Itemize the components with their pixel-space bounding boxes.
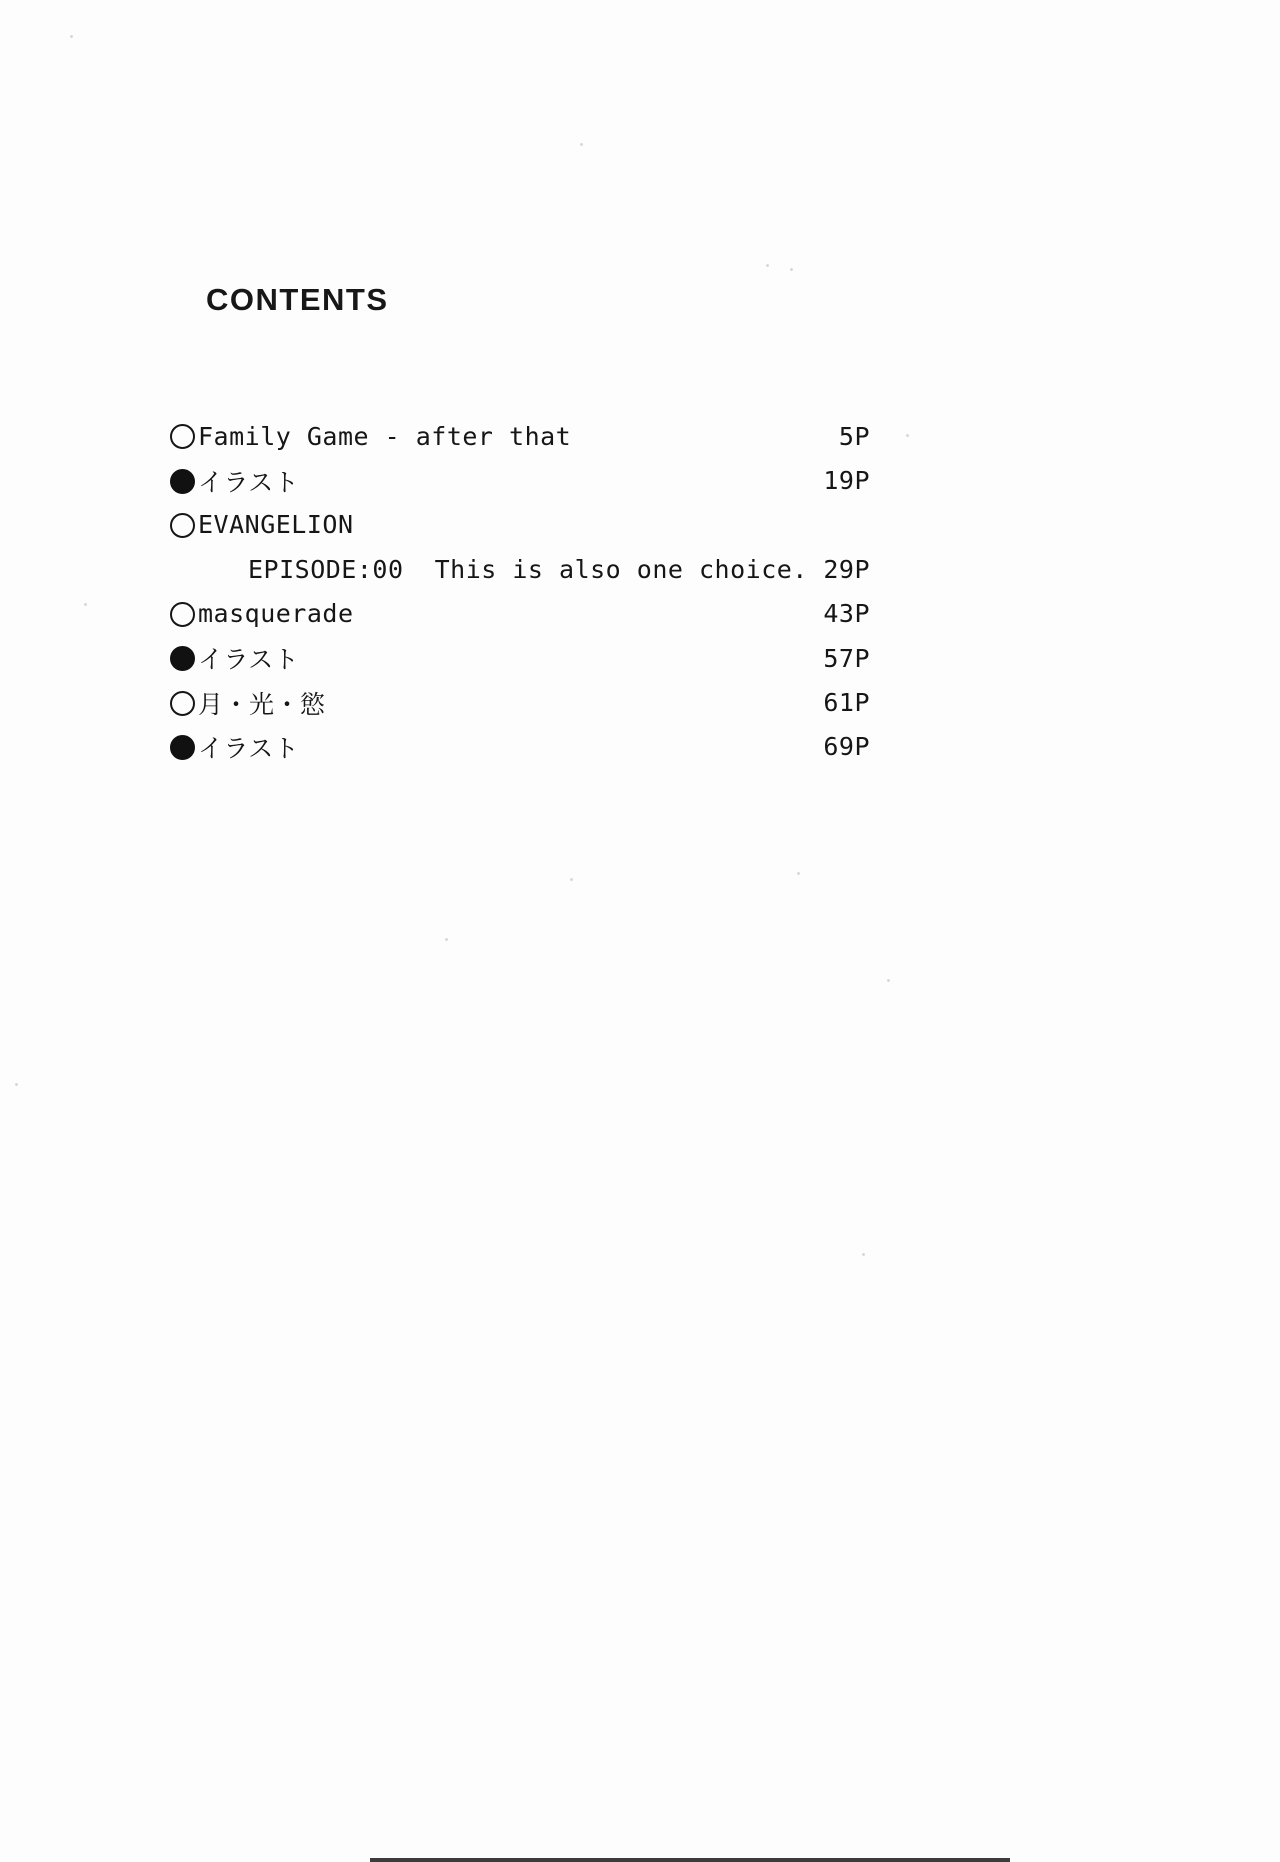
toc-entry-page: 61P bbox=[823, 688, 870, 718]
toc-entry-page: 69P bbox=[823, 732, 870, 762]
toc-list bbox=[170, 414, 870, 769]
scan-speck bbox=[84, 603, 87, 606]
scan-speck bbox=[790, 268, 793, 271]
toc-entry bbox=[170, 414, 870, 458]
page-title: CONTENTS bbox=[206, 282, 389, 317]
scan-speck bbox=[906, 434, 909, 437]
scan-speck bbox=[70, 35, 73, 38]
scan-speck bbox=[887, 979, 890, 982]
toc-entry bbox=[170, 725, 870, 769]
toc-entry-page: 29P bbox=[823, 554, 870, 584]
toc-entry-label: EPISODE:00 This is also one choice. bbox=[248, 554, 808, 584]
filled-circle-bullet-icon bbox=[170, 735, 195, 760]
open-circle-bullet-icon bbox=[170, 513, 195, 538]
filled-circle-bullet-icon bbox=[170, 469, 195, 494]
open-circle-bullet-icon bbox=[170, 602, 195, 627]
toc-entry-page: 57P bbox=[823, 643, 870, 673]
toc-entry-label: masquerade bbox=[198, 599, 354, 629]
toc-entry bbox=[170, 547, 870, 591]
toc-entry-label: イラスト bbox=[198, 733, 300, 763]
scan-speck bbox=[15, 1083, 18, 1086]
toc-entry bbox=[170, 592, 870, 636]
toc-entry-label: イラスト bbox=[198, 467, 300, 497]
toc-entry-page: 43P bbox=[823, 599, 870, 629]
toc-entry-label: Family Game - after that bbox=[198, 421, 572, 451]
open-circle-bullet-icon bbox=[170, 691, 195, 716]
toc-entry bbox=[170, 458, 870, 502]
scan-speck bbox=[797, 872, 800, 875]
filled-circle-bullet-icon bbox=[170, 646, 195, 671]
toc-entry-page: 5P bbox=[838, 421, 870, 451]
scan-speck bbox=[570, 878, 573, 881]
toc-entry-label: 月・光・慾 bbox=[198, 689, 326, 719]
toc-entry bbox=[170, 503, 870, 547]
scan-speck bbox=[445, 938, 448, 941]
toc-entry-label: EVANGELION bbox=[198, 510, 354, 540]
scan-speck bbox=[766, 264, 769, 267]
scan-speck bbox=[862, 1253, 865, 1256]
open-circle-bullet-icon bbox=[170, 424, 195, 449]
page-edge-shadow bbox=[370, 1858, 1010, 1862]
toc-entry bbox=[170, 680, 870, 724]
toc-entry-label: イラスト bbox=[198, 645, 300, 675]
scan-speck bbox=[580, 143, 583, 146]
toc-entry-page: 19P bbox=[823, 466, 870, 496]
toc-entry bbox=[170, 636, 870, 680]
